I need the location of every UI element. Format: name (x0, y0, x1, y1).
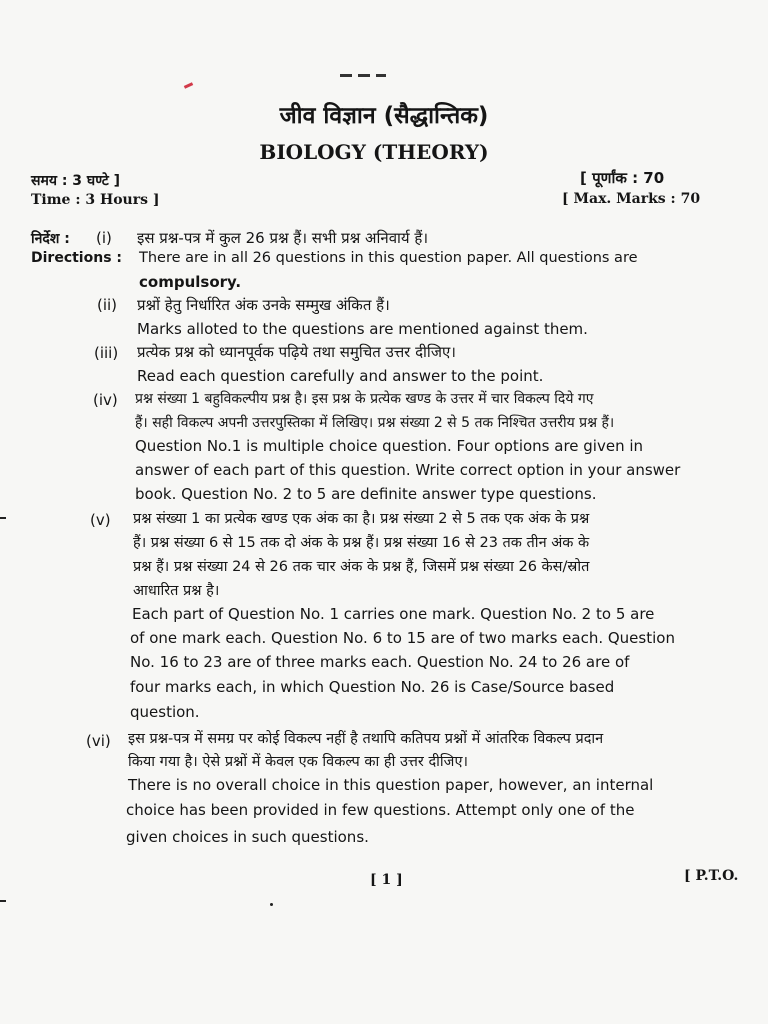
item-english-line: given choices in such questions. (126, 828, 369, 846)
item-number: (iv) (93, 391, 118, 409)
item-hindi-line (137, 228, 428, 248)
item-hindi-line: आधारित प्रश्न है। (133, 583, 220, 599)
title-hindi: जीव विज्ञान (सैद्धान्तिक) (279, 103, 489, 129)
edge-mark (0, 517, 6, 519)
speck (270, 903, 273, 906)
red-pen-mark (184, 82, 193, 89)
text-part: इस प्रश्न-पत्र में कुल 26 प्रश्न हैं। सभी प्रश्न अनिवार्य हैं। (137, 229, 429, 247)
item-hindi-line: प्रत्येक प्रश्न को ध्यानपूर्वक पढ़िये तथा समुचित उत्तर दीजिए। (137, 343, 456, 361)
item-english-line: question. (130, 703, 200, 721)
item-number: (i) (96, 229, 112, 247)
item-hindi-line: प्रश्न हैं। प्रश्न संख्या 24 से 26 तक चार अंक के प्रश्न हैं, जिसमें प्रश्न संख्या 26 केस/स्रोत (133, 559, 590, 575)
item-english-line: of one mark each. Question No. 6 to 15 are of two marks each. Question (130, 629, 675, 647)
item-english-line: No. 16 to 23 are of three marks each. Question No. 24 to 26 are of (130, 653, 630, 671)
item-english-line: There is no overall choice in this question paper, however, an internal (128, 776, 654, 794)
item-hindi-line: प्रश्न संख्या 1 बहुविकल्पीय प्रश्न है। इस प्रश्न के प्रत्येक खण्ड के उत्तर में चार विकल्प दिये गए (135, 391, 594, 407)
marks-hindi: [ पूर्णांक : 70 (580, 169, 665, 187)
item-hindi-line: हैं। सही विकल्प अपनी उत्तरपुस्तिका में लिखिए। प्रश्न संख्या 2 से 5 तक निश्चित उत्तरीय प्रश्न हैं। (135, 415, 615, 431)
item-hindi-line: प्रश्न संख्या 1 का प्रत्येक खण्ड एक अंक का है। प्रश्न संख्या 2 से 5 तक एक अंक के प्रश्न (133, 511, 590, 527)
item-english-line: four marks each, in which Question No. 26 is Case/Source based (130, 678, 615, 696)
title-english: BIOLOGY (THEORY) (259, 140, 489, 164)
item-english-line: There are in all 26 questions in this question paper. All questions are (139, 250, 638, 266)
item-english-line: answer of each part of this question. Write correct option in your answer (135, 461, 681, 479)
directions-label-hindi: निर्देश : (31, 231, 70, 247)
item-english-line: Read each question carefully and answer to the point. (137, 367, 544, 385)
time-english: Time : 3 Hours ] (31, 192, 160, 208)
item-number: (ii) (97, 296, 118, 314)
item-number: (v) (90, 511, 111, 529)
item-english-line: Marks alloted to the questions are mentioned against them. (137, 320, 588, 338)
item-english-line: Each part of Question No. 1 carries one mark. Question No. 2 to 5 are (132, 605, 655, 623)
item-hindi-line: हैं। प्रश्न संख्या 6 से 15 तक दो अंक के प्रश्न हैं। प्रश्न संख्या 16 से 23 तक तीन अंक के (133, 535, 590, 551)
item-english-line: choice has been provided in few questions. Attempt only one of the (126, 801, 635, 819)
item-english-line: book. Question No. 2 to 5 are definite answer type questions. (135, 485, 597, 503)
dash-mark (340, 74, 386, 77)
item-number: (vi) (86, 732, 111, 750)
page-number: [ 1 ] (370, 872, 403, 888)
directions-label-english: Directions : (31, 250, 122, 266)
marks-english: [ Max. Marks : 70 (562, 191, 701, 207)
pto-label: [ P.T.O. (684, 868, 739, 884)
item-hindi-line: इस प्रश्न-पत्र में समग्र पर कोई विकल्प नहीं है तथापि कतिपय प्रश्नों में आंतरिक विकल्प प्रदान (128, 731, 604, 747)
item-hindi-line: किया गया है। ऐसे प्रश्नों में केवल एक विकल्प का ही उत्तर दीजिए। (128, 754, 468, 770)
time-hindi: समय : 3 घण्टे ] (31, 173, 121, 189)
item-number: (iii) (94, 344, 119, 362)
edge-mark (0, 900, 6, 902)
item-english-line: compulsory. (139, 273, 242, 291)
item-english-line: Question No.1 is multiple choice question. Four options are given in (135, 437, 644, 455)
item-hindi-line: प्रश्नों हेतु निर्धारित अंक उनके सम्मुख अंकित हैं। (137, 296, 390, 314)
